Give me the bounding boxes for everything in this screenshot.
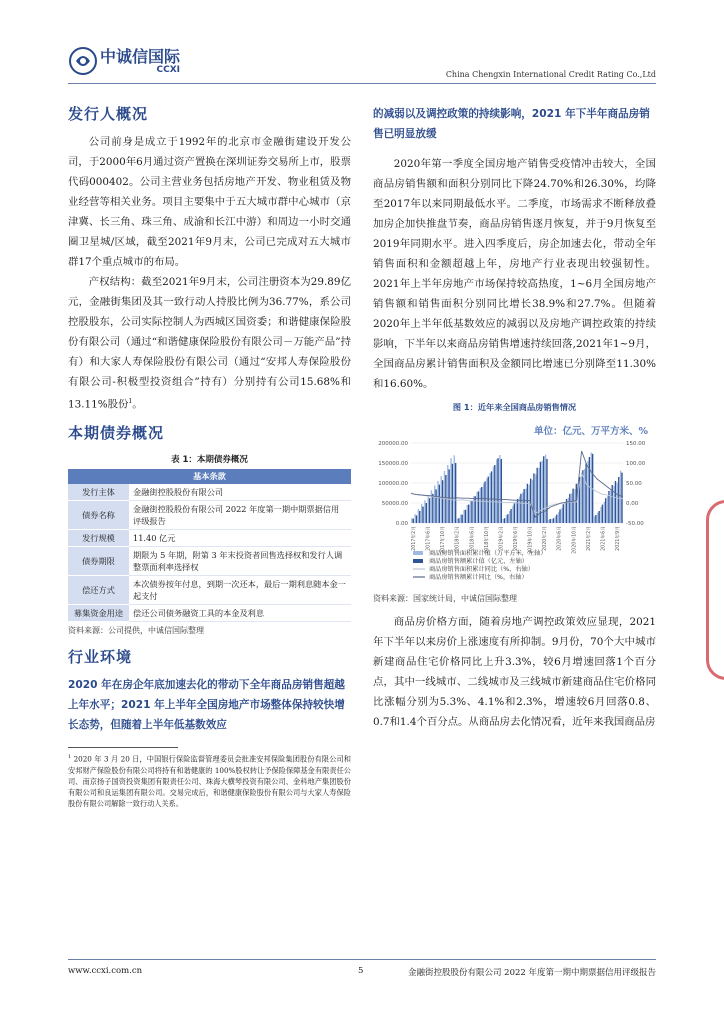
row-value: 11.40 亿元 [129,530,351,547]
bar-sales [543,456,544,523]
chart-title: 近年来全国商品房销售情况 [477,402,577,412]
right-axis-tick: 150.00 [626,441,646,447]
bar-area [437,481,438,523]
bar-area [545,455,546,523]
bar-sales [471,501,472,523]
bar-area [607,496,608,523]
bar-area [594,516,595,523]
right-axis-tick: 100.00 [626,461,646,467]
page-footer [68,959,656,981]
bar-sales [416,515,417,523]
legend-label: 商品房销售额累计值（亿元，左轴） [429,558,528,565]
bar-sales [458,518,459,523]
figure-title: 图 1：近年来全国商品房销售情况 [452,402,577,412]
x-axis-tick: 2017年2月 [412,526,417,551]
bar-area [564,503,565,523]
row-value: 金融街控股股份有限公司 2022 年度第一期中期票据信用评级报告 [129,501,351,530]
table-row [68,530,351,547]
bar-area [600,507,601,523]
issuer-paragraph: 公司前身是成立于1992年的北京市金融街建设开发公司，于2000年6月通过资产置换在深圳证券交易所上市，股票代码000402。公司主营业务包括房地产开发、物业租赁及物业经营等相关业务。项目主要集中于五大城市群中心城市（京津冀、长三角、珠三角、成渝和长江中游）和周边一小时交通圈卫星城/区域，截至2021年9月末，公司已完成对五大城市群17个重点城市的布局。 [68,136,351,268]
row-value: 金融街控股股份有限公司 [129,484,351,501]
bar-area [604,502,605,523]
legend-label: 商品房销售额累计同比（%，右轴） [429,574,528,581]
bar-area [561,508,562,523]
x-axis-tick: 2019年10月 [528,526,534,554]
logo-en-text: CCXI [156,64,181,75]
bar-sales [484,481,485,523]
bar-sales [465,510,466,523]
x-axis-tick: 2021年6月 [601,526,607,551]
bar-area [558,512,559,523]
row-key: 募集资金用途 [68,605,129,622]
row-value: 偿还公司债务融资工具的本金及利息 [129,605,351,622]
seal-stamp [706,500,724,680]
bar-sales [585,463,586,523]
bar-sales [422,507,423,523]
bond-overview-table [68,469,351,622]
bar-area [424,500,425,523]
bar-area [473,496,474,523]
x-axis-tick: 2017年10月 [441,526,447,554]
bar-area [555,516,556,523]
bar-sales [507,514,508,523]
section-title-issuer: 发行人概况 [68,105,149,123]
bar-area [584,469,585,523]
left-column [68,103,351,809]
bar-sales [520,494,521,523]
bar-sales [504,518,505,523]
footer-report-name: 金融街控股股份有限公司 2022 年度第一期中期票据信用评级报告 [407,968,656,978]
bar-area [551,519,552,523]
bar-area [542,461,543,523]
bar-sales [602,505,603,523]
footnote-divider [68,747,178,748]
bar-area [463,510,464,523]
bar-sales [621,473,622,523]
bar-sales [435,489,436,523]
chart-unit-label: 单位：亿元、万平方米、% [533,426,648,437]
footnote [68,752,351,808]
bar-area [454,455,455,523]
ownership-end: 。 [132,398,143,411]
row-value: 本次债券按年付息，到期一次还本，最后一期利息随本金一起支付 [129,576,351,605]
bar-sales [550,519,551,523]
bar-area [574,489,575,523]
bar-area [503,519,504,523]
bar-sales [572,489,573,523]
bar-sales [563,504,564,523]
bar-area [421,504,422,523]
legend-label: 商品房销售面积累计同比（%，右轴） [429,566,534,573]
legend-label: 商品房销售面积累计值（万平方米，左轴） [429,550,547,557]
bar-sales [455,463,456,523]
bar-area [489,473,490,523]
x-axis-tick: 2017年6月 [426,526,432,551]
bar-sales [510,509,511,523]
bar-sales [426,503,427,523]
bar-area [506,515,507,523]
left-axis-tick: 0.00 [395,521,408,527]
bar-area [597,513,598,523]
bar-sales [494,465,495,523]
bar-area [480,488,481,523]
bar-sales [553,518,554,523]
table-row [68,484,351,501]
price-paragraph: 商品房价格方面，随着房地产调控政策效应显现，2021年下半年以来房价上涨速度有所抑制。9月份，70个大中城市新建商品住宅价格同比上升3.3%，较6月增速回落1个百分点，其中一线城市、二线城市及三线城市新建商品住宅价格同比涨幅分别为5.3%、4.1%和2.3%，增速较6月回落0.8、0.7和1.4个百分点。从商品房去化情况看，近年来我国商品房 [373,616,656,728]
bar-sales [419,511,420,523]
x-axis-tick: 2018年10月 [484,526,490,554]
bar-area [509,511,510,523]
legend-swatch [413,559,423,563]
table-source: 资料来源：公司提供，中诚信国际整理 [68,626,204,636]
bar-sales [540,462,541,523]
table-row [68,501,351,530]
bar-sales [452,464,453,523]
bar-sales [481,487,482,523]
table-row [68,576,351,605]
left-axis-tick: 150000.00 [378,461,408,467]
bar-area [548,520,549,523]
bar-sales [514,503,515,523]
row-value: 期限为 5 年期，附第 3 年末投资者回售选择权和发行人调整票面利率选择权 [129,547,351,576]
bar-area [457,519,458,523]
x-axis-tick: 2019年2月 [499,526,505,551]
row-key: 发行规模 [68,530,129,547]
bar-area [512,506,513,523]
right-column [373,103,656,732]
ownership-text: 产权结构：截至2021年9月末，公司注册资本为29.89亿元，金融街集团及其一致行动人持股比例为36.77%，系公司控股股东，公司实际控制人为西城区国资委；和谐健康保险股份有限公司（通过“和谐健康保险股份有限公司－万能产品”持有）和大家人寿保险股份有限公司（通过“安邦人寿保险股份有限公司-积极型投资组合”持有）分别持有公司15.68%和13.11%股份 [68,276,351,411]
footer-website[interactable]: www.ccxi.com.cn [68,966,143,976]
bar-sales [595,515,596,523]
bar-area [493,467,494,523]
row-key: 债券期限 [68,547,129,576]
bar-area [571,493,572,523]
bar-sales [497,458,498,523]
logo-icon [68,46,98,76]
industry-bold-intro: 2020 年在房企年底加速去化的带动下全年商品房销售超越上年水平；2021 年上半年全国房地产市场整体保持较快增长态势，但随着上半年低基数效应 [68,679,345,732]
footnote-text: 2020 年 3 月 20 日，中国银行保险监督管理委员会批准安邦保险集团股份有限公司和安邦财产保险股份有限公司将持有和谐健康的 100%股权转让予保险保障基金有限责任公司、南京扬子国资投资集团有限责任公司、珠海大横琴投资有限公司、金科地产集团股份有限公司和良运集团有限公司。交易完成后，和谐健康保险股份有限公司与大家人寿保险股份有限公司解除一致行动人关系。 [68,754,351,808]
row-key: 债券名称 [68,501,129,530]
bar-area [516,501,517,523]
bar-area [532,480,533,523]
bar-sales [448,469,449,523]
bar-sales [429,498,430,523]
bar-area [470,501,471,523]
bar-sales [618,477,619,523]
industry-bold-continued: 的减弱以及调控政策的持续影响，2021 年下半年商品房销售已明显放缓 [373,108,650,140]
section-title-industry: 行业环境 [68,648,133,667]
bar-area [447,465,448,523]
bar-area [610,490,611,523]
x-axis-tick: 2018年2月 [455,526,461,551]
page-header [68,44,656,84]
sales-chart [373,437,656,587]
bar-area [418,509,419,523]
bar-sales [491,471,492,523]
table-header: 基本条款 [68,469,351,484]
bar-sales [556,515,557,523]
bar-area [587,461,588,523]
bar-sales [569,494,570,523]
page-number: 5 [358,966,364,976]
bar-area [522,493,523,523]
bar-sales [559,509,560,523]
footnote-mark: 1 [68,754,72,761]
bar-sales [615,481,616,523]
bar-area [483,483,484,523]
bar-area [499,455,500,523]
left-axis-tick: 200000.00 [378,441,408,447]
bar-sales [442,480,443,523]
logo-cn-text: 中诚信国际 [100,46,181,66]
x-axis-tick: 2020年6月 [557,526,563,551]
right-axis-tick: 0.00 [626,501,639,507]
logo [68,46,180,76]
bar-sales [432,494,433,523]
bar-sales [461,515,462,523]
right-axis-tick: 50.00 [626,481,642,487]
bar-sales [605,498,606,523]
row-key: 偿还方式 [68,576,129,605]
bar-sales [475,496,476,523]
x-axis-tick: 2020年10月 [572,526,578,554]
bar-sales [598,511,599,523]
bar-sales [478,491,479,523]
x-axis-tick: 2021年9月 [616,526,621,551]
bar-area [525,489,526,523]
table-row [68,547,351,576]
bar-sales [501,459,502,523]
legend-swatch [413,551,423,555]
x-axis-tick: 2020年2月 [543,526,549,551]
row-key: 发行主体 [68,484,129,501]
bar-area [414,514,415,523]
bar-area [444,471,445,523]
bar-sales [589,457,590,523]
right-axis-tick: -50.00 [626,521,644,527]
bar-area [467,505,468,523]
bar-area [460,515,461,523]
footnote-ref[interactable]: 1 [128,398,133,405]
bar-area [411,518,412,523]
left-axis-tick: 50000.00 [381,501,408,507]
bar-area [620,471,621,523]
bar-sales [413,519,414,523]
bar-sales [468,505,469,523]
table-title: 表 1：本期债券概况 [171,455,248,466]
bar-sales [546,459,547,523]
table-row [68,605,351,622]
figure-source: 资料来源：国家统计局，中诚信国际整理 [373,594,517,603]
bar-area [428,495,429,523]
bar-sales [523,489,524,523]
company-english-name: China Chengxin International Credit Rating Co.,Ltd [445,70,656,79]
ownership-paragraph [68,272,351,414]
x-axis-tick: 2021年2月 [586,526,592,551]
bar-area [431,490,432,523]
bar-area [441,476,442,523]
bar-area [486,479,487,523]
bar-sales [488,477,489,523]
left-axis-tick: 100000.00 [378,481,408,487]
bar-sales [576,484,577,523]
bar-area [581,476,582,523]
section-title-bond: 本期债券概况 [68,424,165,443]
bar-area [434,485,435,523]
bar-area [476,492,477,523]
bar-area [496,459,497,523]
bar-sales [439,485,440,523]
x-axis-tick: 2019年6月 [514,526,519,551]
bar-area [450,458,451,523]
sales-paragraph: 2020年第一季度全国房地产销售受疫情冲击较大，全国商品房销售额和面积分别同比下降24.70%和26.30%，均降至2017年以来同期最低水平。二季度，市场需求不断释放叠加房企加快推盘节奏，商品房销售逐月恢复，并于9月恢复至2019年同期水平。进入四季度后，房企加速去化，带动全年销售面积和金额超越上年，房地产行业表现出较强韧性。2021年上半年房地产市场保持较高热度，1~6月全国房地产销售额和销售面积分别同比增长38.9%和27.7%。但随着2020年上半年低基数效应的减弱以及房地产调控政策的持续影响，下半年以来商品房销售增速持续回落,2021年1~9月，全国商品房累计销售面积及金额同比增速已分别降至11.30%和16.60%。 [373,158,656,390]
bar-area [617,483,618,523]
x-axis-tick: 2018年6月 [470,526,476,551]
